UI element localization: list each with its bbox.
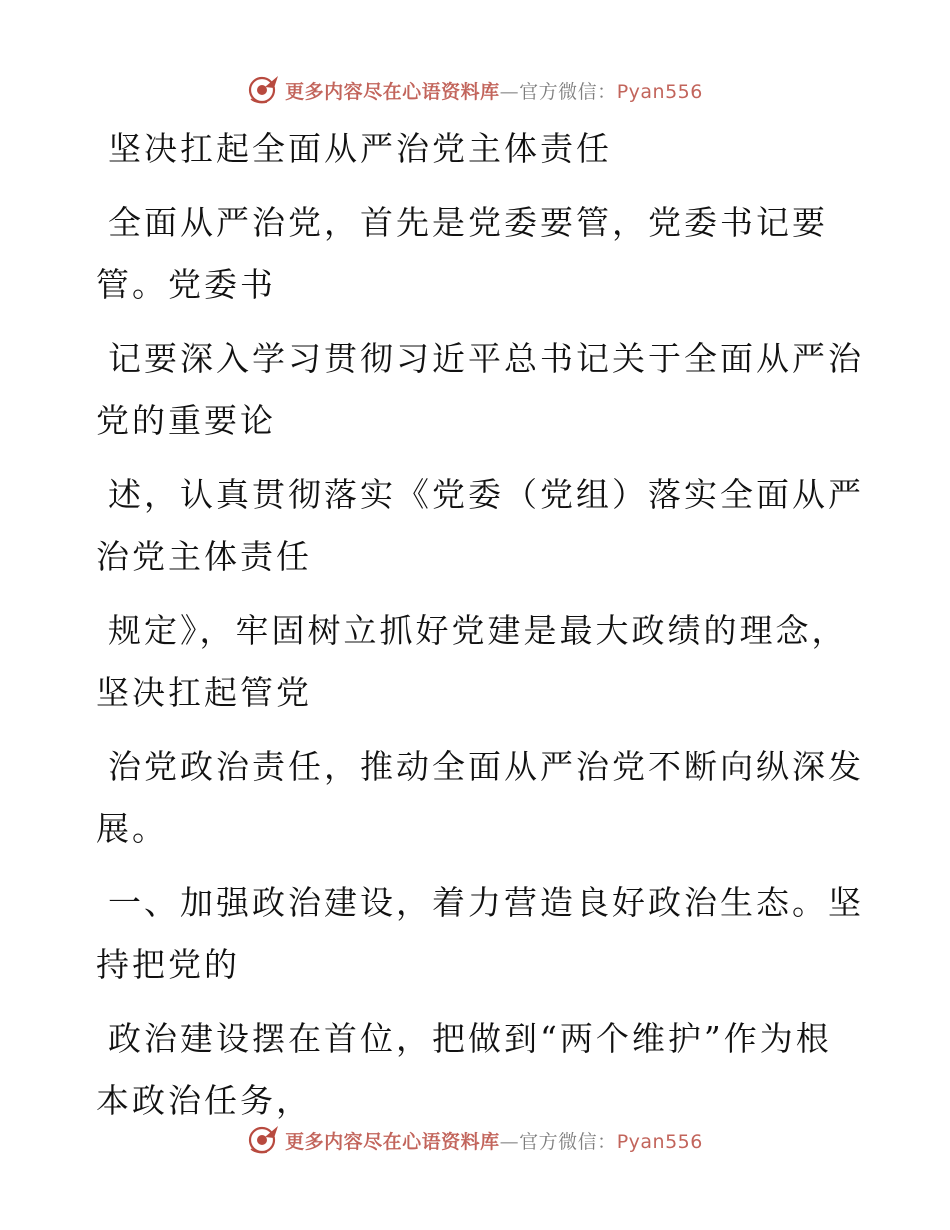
paragraph-7 [96,1008,836,1132]
paragraph-6 [96,872,864,996]
watermark-label: 官方微信： [519,1130,617,1153]
paragraph-line: 治党主体责任 [96,537,312,576]
paragraph-3 [96,464,864,588]
paragraph-line: 本政治任务， [96,1081,312,1120]
document-body [96,118,864,1132]
watermark-wechat-id: Pyan556 [616,80,703,103]
paragraph-line: 政治建设摆在首位，把做到“两个维护”作为根 [108,1019,832,1058]
paragraph-line: 记要深入学习贯彻习近平总书记关于全面从严治 [108,339,864,378]
watermark-site: 更多内容尽在心语资料库 [285,1130,500,1153]
paragraph-line: 一、加强政治建设，着力营造良好政治生态。坚 [108,883,864,922]
watermark-label: 官方微信： [519,80,617,103]
watermark-banner-bottom [0,1120,950,1160]
paragraph-line: 党的重要论 [96,401,276,440]
watermark-text [285,1127,703,1154]
paragraph-1 [96,192,836,316]
watermark-banner-top [0,70,950,110]
watermark-dash: — [499,80,520,103]
paragraph-line: 管。党委书 [96,265,276,304]
paragraph-line: 展。 [96,809,168,848]
watermark-wechat-id: Pyan556 [616,1130,703,1153]
paragraph-4 [96,600,848,724]
watermark-text [285,77,703,104]
paragraph-line: 持把党的 [96,945,240,984]
watermark-dash: — [499,1130,520,1153]
watermark-site: 更多内容尽在心语资料库 [285,80,500,103]
document-title: 坚决扛起全面从严治党主体责任 [108,129,612,168]
paragraph-line: 述，认真贯彻落实《党委（党组）落实全面从严 [108,475,864,514]
paragraph-line: 规定》，牢固树立抓好党建是最大政绩的理念， [108,611,848,650]
paragraph-2 [96,328,864,452]
paragraph-line: 治党政治责任，推动全面从严治党不断向纵深发 [108,747,864,786]
pen-logo-icon [247,73,281,107]
paragraph-5 [96,736,864,860]
paragraph-line: 全面从严治党，首先是党委要管，党委书记要 [108,203,828,242]
pen-logo-icon [247,1123,281,1157]
paragraph-line: 坚决扛起管党 [96,673,312,712]
